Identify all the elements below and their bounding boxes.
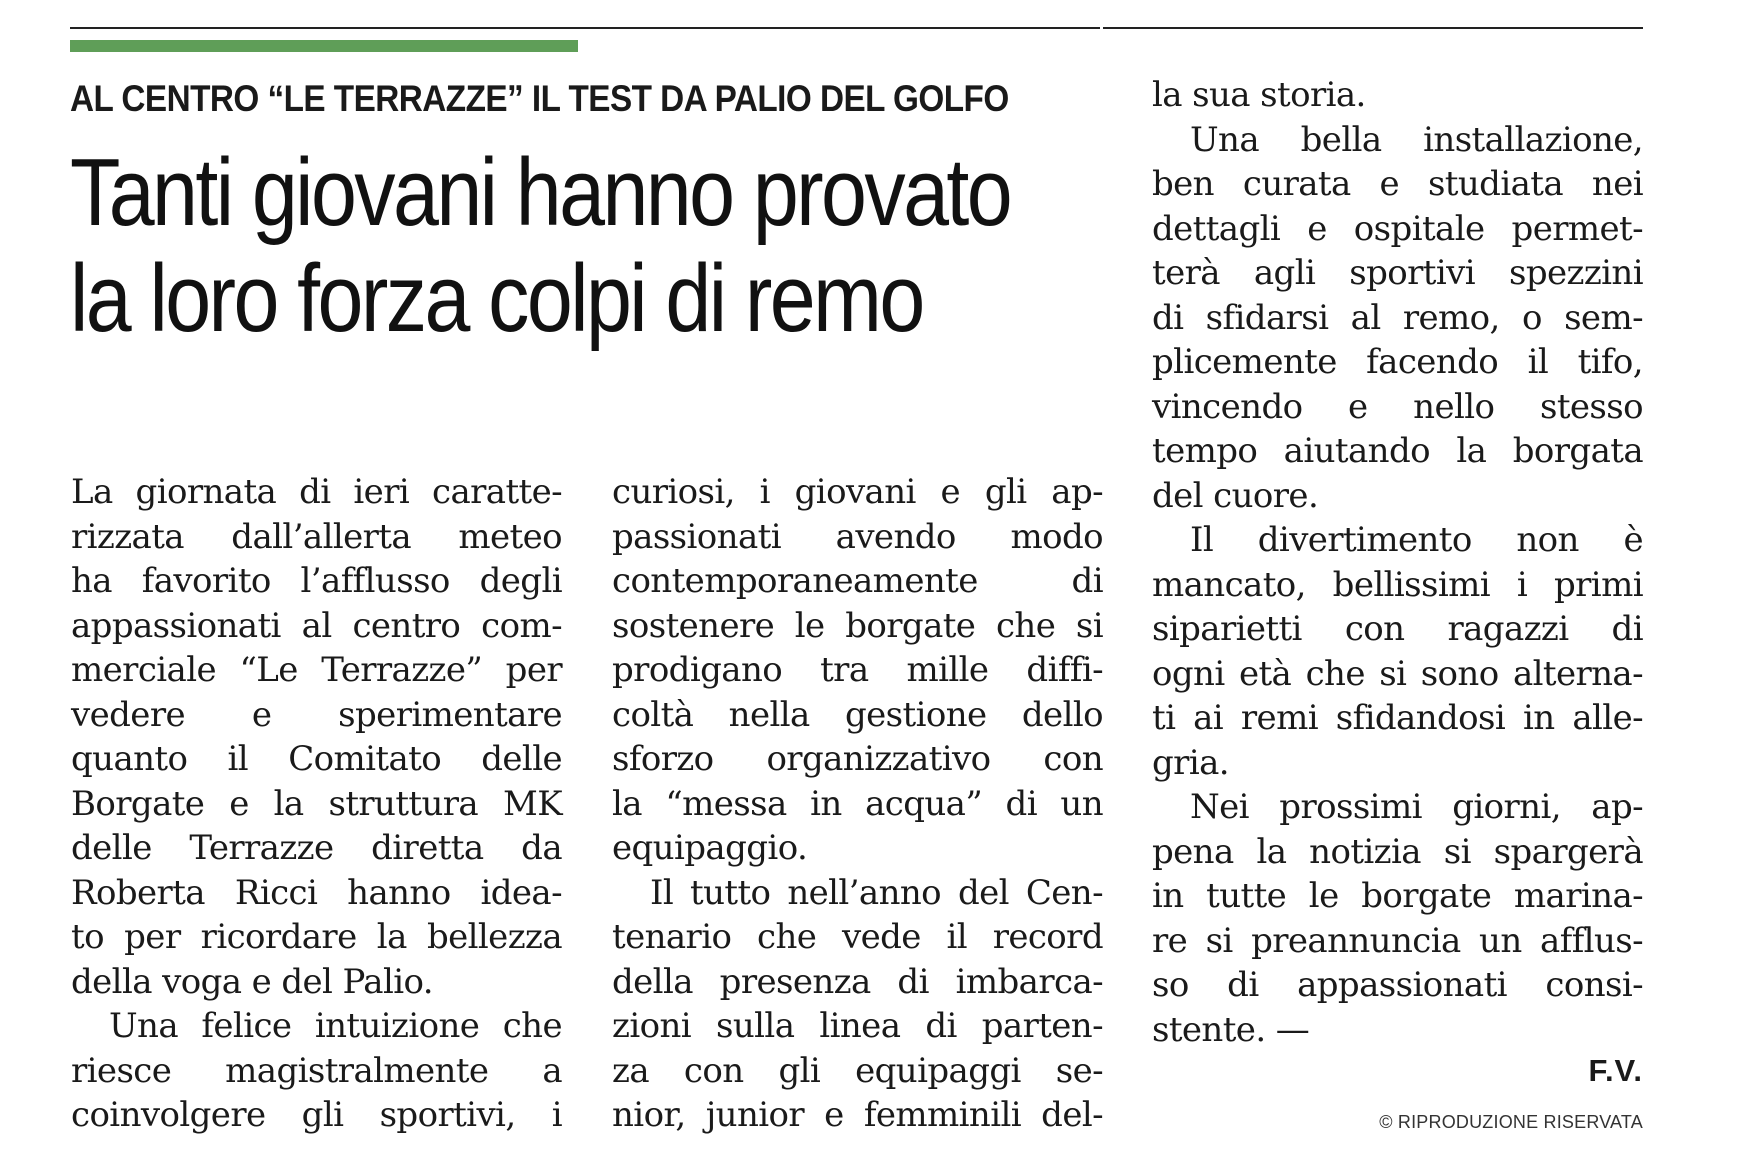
- body-line: re si preannuncia un afflus-: [1152, 920, 1643, 961]
- section-accent-bar: [70, 40, 578, 52]
- body-line: prodigano tra mille diffi-: [612, 650, 1103, 690]
- body-line: nior, junior e femminili del-: [612, 1095, 1103, 1135]
- top-rule-right: [1103, 27, 1643, 29]
- body-line: in tutte le borgate marina-: [1152, 876, 1643, 916]
- body-line: riesce magistralmente a: [71, 1050, 562, 1091]
- body-line: vincendo e nello stesso: [1152, 386, 1643, 427]
- body-line: rizzata dall’allerta meteo: [71, 516, 562, 557]
- headline-line: Tanti giovani hanno provato: [70, 139, 1011, 246]
- article-column-1: [71, 470, 562, 1138]
- body-line: gria.: [1152, 742, 1229, 783]
- body-line: so di appassionati consi-: [1152, 965, 1643, 1005]
- body-line: zioni sulla linea di parten-: [612, 1006, 1103, 1046]
- article-kicker: AL CENTRO “LE TERRAZZE” IL TEST DA PALIO DEL GOLFO: [70, 78, 1009, 119]
- body-line: ben curata e studiata nei: [1152, 164, 1643, 204]
- body-line: coltà nella gestione dello: [612, 694, 1103, 735]
- body-line: contemporaneamente di: [612, 561, 1103, 601]
- body-line: dettagli e ospitale permet-: [1152, 208, 1643, 249]
- body-line: passionati avendo modo: [612, 516, 1103, 557]
- body-line: ti ai remi sfidandosi in alle-: [1152, 698, 1643, 738]
- body-line: tempo aiutando la borgata: [1152, 431, 1643, 471]
- body-line: quanto il Comitato delle: [71, 739, 562, 779]
- body-line: plicemente facendo il tifo,: [1152, 342, 1643, 382]
- body-line: stente. —: [1152, 1009, 1310, 1050]
- body-line: Il divertimento non è: [1190, 520, 1643, 560]
- body-line: delle Terrazze diretta da: [71, 828, 562, 868]
- body-line: Una felice intuizione che: [109, 1006, 562, 1046]
- top-rule-left: [70, 27, 1100, 29]
- body-line: equipaggio.: [612, 828, 808, 868]
- body-line: za con gli equipaggi se-: [612, 1050, 1103, 1091]
- body-line: la sua storia.: [1152, 75, 1366, 115]
- body-line: Nei prossimi giorni, ap-: [1190, 787, 1643, 827]
- body-line: curiosi, i giovani e gli ap-: [612, 472, 1103, 512]
- article-column-3: [1152, 73, 1643, 1052]
- body-line: Roberta Ricci hanno idea-: [71, 872, 562, 913]
- headline-line: la loro forza colpi di remo: [70, 245, 923, 352]
- body-line: della voga e del Palio.: [71, 961, 433, 1002]
- body-line: del cuore.: [1152, 475, 1319, 516]
- body-line: Borgate e la struttura MK: [71, 783, 562, 824]
- article-column-2: [612, 470, 1103, 1138]
- copyright-notice: © RIPRODUZIONE RISERVATA: [1379, 1112, 1643, 1132]
- body-line: sostenere le borgate che si: [612, 605, 1103, 646]
- body-line: terà agli sportivi spezzini: [1152, 253, 1643, 293]
- body-line: coinvolgere gli sportivi, i: [71, 1095, 562, 1135]
- body-line: pena la notizia si spargerà: [1152, 831, 1643, 872]
- body-line: vedere e sperimentare: [71, 694, 562, 735]
- body-line: ogni età che si sono alterna-: [1152, 653, 1643, 694]
- body-line: sforzo organizzativo con: [612, 739, 1103, 779]
- body-line: appassionati al centro com-: [71, 605, 562, 646]
- body-line: La giornata di ieri caratte-: [71, 472, 562, 512]
- body-line: Il tutto nell’anno del Cen-: [650, 872, 1103, 913]
- body-line: della presenza di imbarca-: [612, 961, 1103, 1002]
- body-line: di sfidarsi al remo, o sem-: [1152, 297, 1643, 338]
- article-headline: [70, 140, 1033, 352]
- body-line: tenario che vede il record: [612, 917, 1103, 957]
- body-line: ha favorito l’afflusso degli: [71, 561, 562, 601]
- body-line: merciale “Le Terrazze” per: [71, 650, 562, 690]
- body-line: Una bella installazione,: [1190, 119, 1643, 160]
- article-byline: F.V.: [1588, 1053, 1643, 1088]
- body-line: siparietti con ragazzi di: [1152, 609, 1643, 649]
- body-line: mancato, bellissimi i primi: [1152, 564, 1643, 605]
- body-line: to per ricordare la bellezza: [71, 917, 562, 957]
- body-line: la “messa in acqua” di un: [612, 783, 1103, 824]
